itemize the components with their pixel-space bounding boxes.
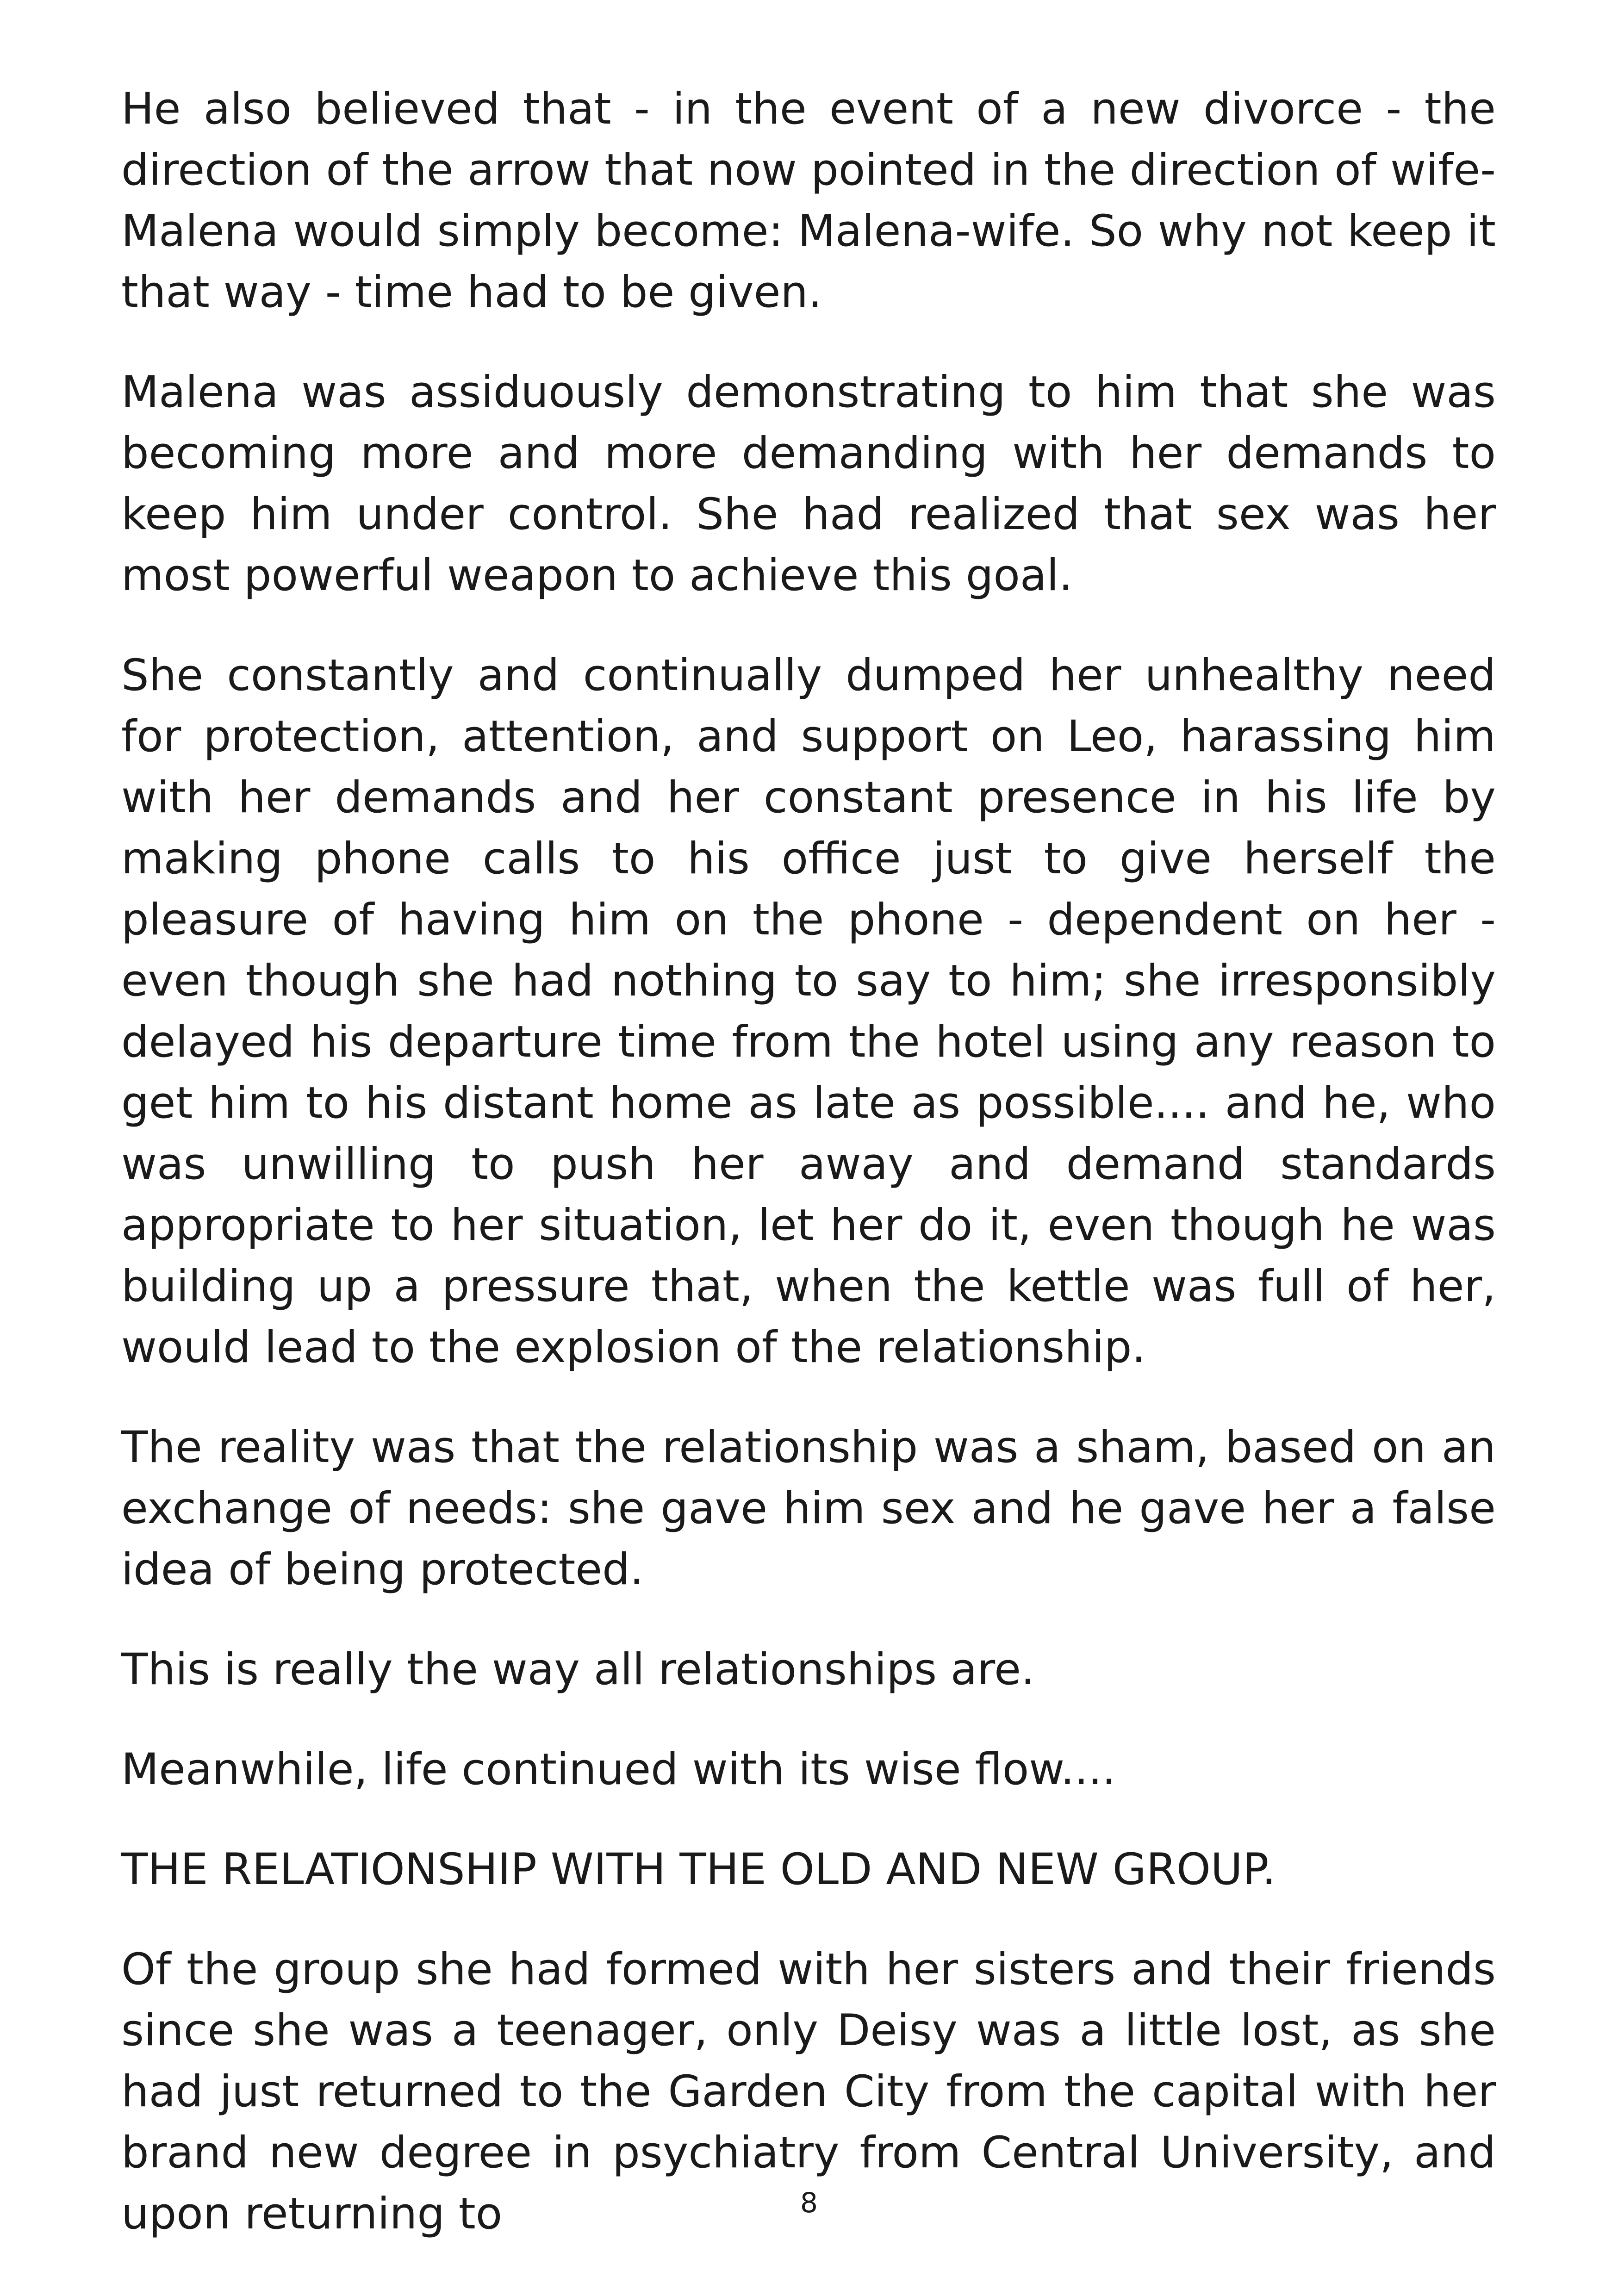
paragraph-6: Meanwhile, life continued with its wise flow.... <box>121 1744 1116 1795</box>
page-body <box>121 79 1496 2284</box>
paragraph-5: This is really the way all relationships are. <box>121 1644 1035 1695</box>
paragraph-1: He also believed that - in the event of a new divorce - the direction of the arrow that now pointed in the direction of wife-Malena would simply become: Malena-wife. So why not keep it that way - time had to be given. <box>121 84 1496 317</box>
paragraph-2: Malena was assiduously demonstrating to him that she was becoming more and more demanding with her demands to keep him under control. She had realized that sex was her most powerful weapon to achieve this goal. <box>121 367 1496 601</box>
section-heading: THE RELATIONSHIP WITH THE OLD AND NEW GROUP. <box>121 1844 1276 1895</box>
paragraph-3: She constantly and continually dumped her unhealthy need for protection, attention, and support on Leo, harassing him with her demands and her constant presence in his life by making phone calls to his office just to give herself the pleasure of having him on the phone - dependent on her - even though she had nothing to say to him; she irresponsibly delayed his departure time from the hotel using any reason to get him to his distant home as late as possible.... and he, who was unwilling to push her away and demand standards appropriate to her situation, let her do it, even though he was building up a pressure that, when the kettle was full of her, would lead to the explosion of the relationship. <box>121 650 1496 1373</box>
page-number: 8 <box>800 2187 818 2219</box>
paragraph-7: Of the group she had formed with her sisters and their friends since she was a teenager, only Deisy was a little lost, as she had just returned to the Garden City from the capital with her brand new degree in psychiatry from Central University, and upon returning to <box>121 1944 1496 2239</box>
paragraph-4: The reality was that the relationship was a sham, based on an exchange of needs: she gave him sex and he gave her a false idea of being protected. <box>121 1422 1496 1595</box>
